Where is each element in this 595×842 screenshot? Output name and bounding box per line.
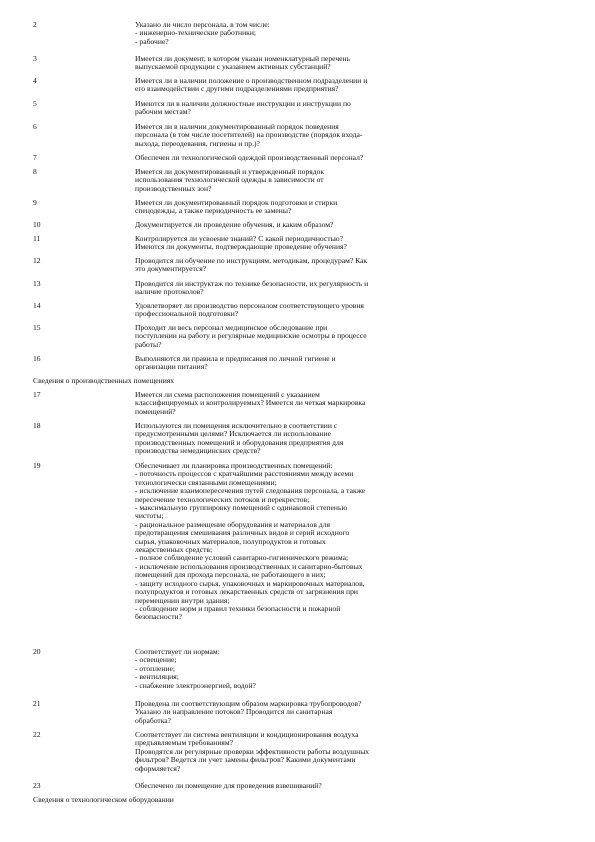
- row-question: Имеется ли документированный и утвержденный порядок использования технологической одежды в зависимости от производственных зон?: [135, 167, 325, 193]
- row-question: Имеется ли схема расположения помещений с указанием классифицируемых и контролируемых? Имеется ли четкая маркировка помещений?: [135, 390, 366, 416]
- row-question: Имеется ли документированный порядок подготовки и стирки спецодежды, а также периодичность ее замены?: [135, 198, 338, 216]
- row-number: 7: [33, 153, 37, 162]
- row-number: 22: [33, 730, 41, 739]
- section-heading: Сведения о производственных помещениях: [33, 376, 175, 385]
- row-number: 15: [33, 323, 41, 332]
- row-question: Обеспечено ли помещение для проведения взвешиваний?: [135, 781, 322, 790]
- row-number: 4: [33, 76, 37, 85]
- row-number: 23: [33, 781, 41, 790]
- row-question: Указано ли число персонала, в том числе: - инженерно-технические работники; - рабочие?: [135, 20, 270, 46]
- row-question: Проводится ли инструктаж по технике безопасности, их регулярность и наличие протоколов?: [135, 279, 369, 297]
- row-question: Соответствует ли нормам: - освещение; - отопление; - вентиляция; - снабжение электроэнергией, водой?: [135, 647, 256, 690]
- section-heading: Сведения о технологическом оборудовании: [33, 795, 174, 804]
- row-question: Документируется ли проведение обучения, и каким образом?: [135, 220, 334, 229]
- row-question: Контролируется ли усвоение знаний? С какой периодичностью? Имеются ли документы, подтверждающие проведение обучения?: [135, 234, 347, 252]
- row-number: 6: [33, 122, 37, 131]
- row-number: 12: [33, 256, 41, 265]
- row-number: 9: [33, 198, 37, 207]
- row-question: Имеется ли в наличии положение о производственном подразделении и его взаимодействии с другими подразделениями предприятия?: [135, 76, 368, 94]
- row-question: Выполняются ли правила и предписания по личной гигиене и организации питания?: [135, 354, 336, 372]
- row-number: 2: [33, 20, 37, 29]
- row-question: Соответствует ли система вентиляции и кондиционирования воздуха предъявляемым требованиям? Проводятся ли регулярные проверки эффективности работы воздушных фильтров? Ведется ли учет замены фильтров? Какими документами оформляется?: [135, 730, 370, 773]
- row-question: Обеспечен ли технологической одеждой производственный персонал?: [135, 153, 364, 162]
- row-number: 10: [33, 220, 41, 229]
- row-question: Проходит ли весь персонал медицинское обследование при поступлении на работу и регулярные медицинские осмотры в процессе работы?: [135, 323, 367, 349]
- row-question: Имеются ли в наличии должностные инструкции и инструкции по рабочим местам?: [135, 99, 351, 117]
- row-number: 18: [33, 421, 41, 430]
- row-number: 5: [33, 99, 37, 108]
- row-number: 13: [33, 279, 41, 288]
- row-number: 21: [33, 699, 41, 708]
- row-number: 11: [33, 234, 41, 243]
- row-number: 20: [33, 647, 41, 656]
- row-number: 14: [33, 301, 41, 310]
- row-question: Удовлетворяет ли производство персоналом соответствующего уровня профессиональной подготовки?: [135, 301, 364, 319]
- row-question: Проводится ли обучение по инструкциям, методикам, процедурам? Как это документируется?: [135, 256, 368, 274]
- row-question: Проведена ли соответствующим образом маркировка трубопроводов? Указано ли направление потоков? Проводится ли санитарная обработка?: [135, 699, 362, 725]
- row-question: Используются ли помещения исключительно в соответствии с предусмотренными целями? Исключается ли использование производственных помещений и оборудования предприятия для производства немедицинских средств?: [135, 421, 344, 456]
- row-number: 17: [33, 390, 41, 399]
- row-question: Обеспечивает ли планировка производственных помещений: - поточность процессов с кратчайшими расстояниями между всеми технологически связанными помещениями; - исключение взаимопересечения путей следования персонала, а также пересечение технологических потоков и перекрестов; - максимальную группировку помещений с одинаковой степенью чистоты; - рациональное размещение оборудования и материалов для предотвращения смешивания различных видов и серий исходного сырья, упаковочных материалов, полупродуктов и готовых лекарственных средств; - полное соблюдение условий санитарно-гигиенического режима; - исключение использования производственных и санитарно-бытовых помещений для прохода персонала, не работающего в них; - защиту исходного сырья, упаковочных и маркировочных материалов, полупродуктов и готовых лекарственных средств от загрязнения при перемещении внутри здания; - соблюдение норм и правил техники безопасности и пожарной безопасности?: [135, 461, 366, 622]
- row-question: Имеется ли в наличии документированный порядок поведения персонала (в том числе посетителей) на производстве (порядок входа- выхода, переодевания, гигиены и пр.)?: [135, 122, 363, 148]
- row-question: Имеется ли документ, в котором указан номенклатурный перечень выпускаемой продукции с указанием активных субстанций?: [135, 54, 351, 72]
- row-number: 8: [33, 167, 37, 176]
- row-number: 19: [33, 461, 41, 470]
- row-number: 16: [33, 354, 41, 363]
- row-number: 3: [33, 54, 37, 63]
